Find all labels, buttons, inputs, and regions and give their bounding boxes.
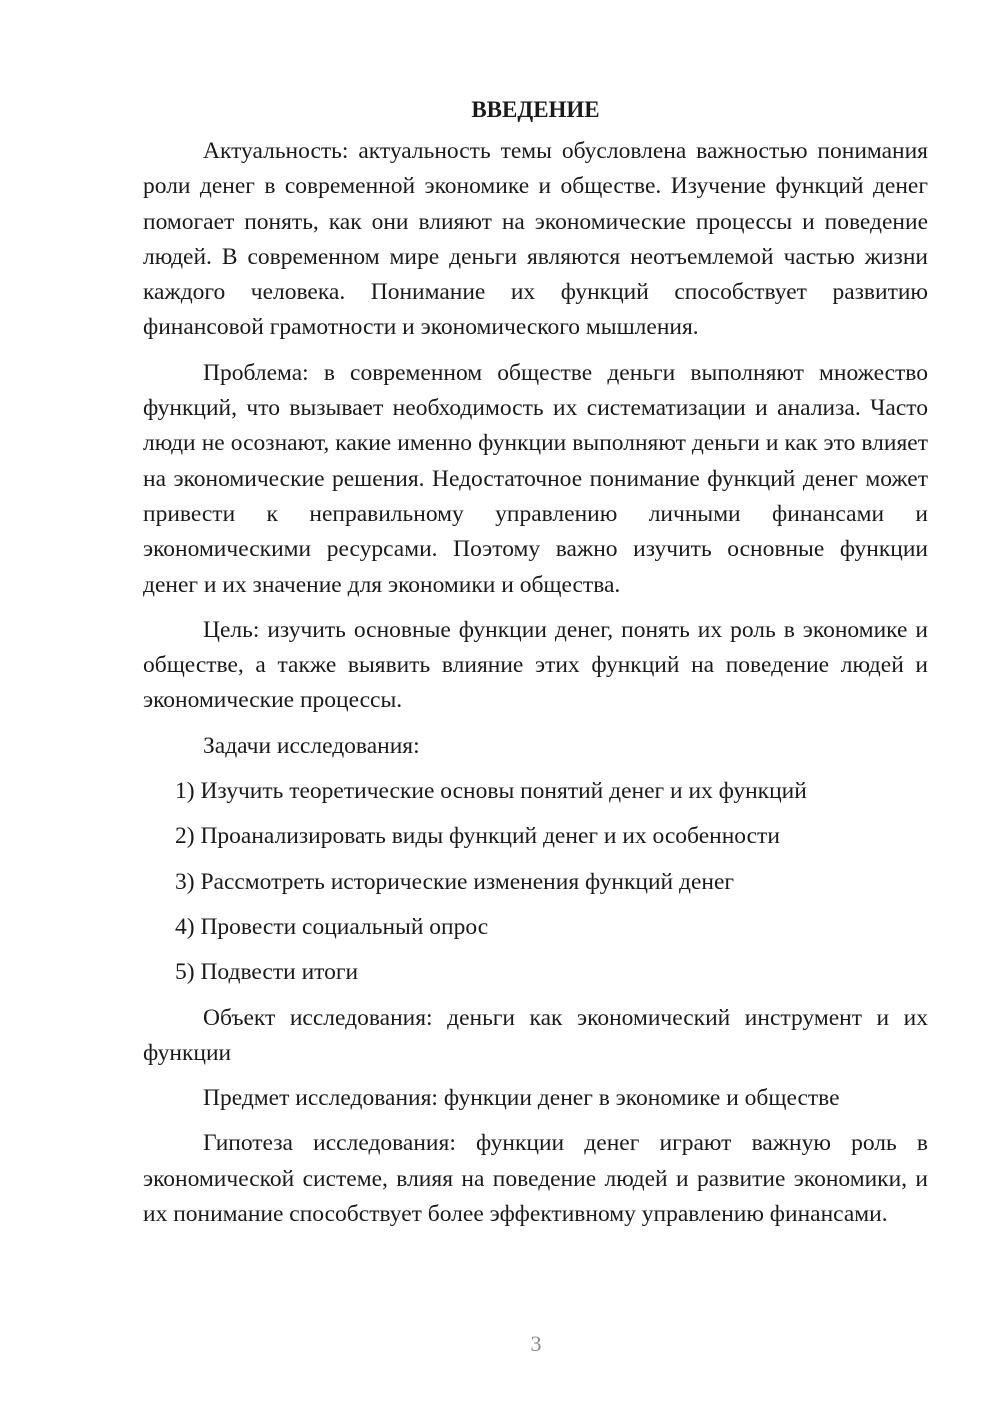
task-item: 1) Изучить теоретические основы понятий денег и их функций bbox=[175, 778, 807, 805]
tasks-heading: Задачи исследования: bbox=[203, 732, 420, 759]
paragraph-relevance: Актуальность: актуальность темы обусловлена важностью понимания роли денег в современной экономике и обществе. Изучение функций денег помогает понять, как они влияют на экономические процессы и поведение людей. В современном мире деньги являются неотъемлемой частью жизни каждого человека. Понимание их функций способствует развитию финансовой грамотности и экономического мышления. bbox=[143, 138, 928, 341]
document-page bbox=[143, 94, 928, 1242]
page-number: 3 bbox=[530, 1331, 542, 1356]
paragraph-object: Объект исследования: деньги как экономический инструмент и их функции bbox=[143, 1004, 928, 1066]
paragraph-hypothesis: Гипотеза исследования: функции денег играют важную роль в экономической системе, влияя на поведение людей и развитие экономики, и их понимание способствует более эффективному управлению финансами. bbox=[143, 1130, 928, 1228]
paragraph-problem: Проблема: в современном обществе деньги выполняют множество функций, что вызывает необходимость их систематизации и анализа. Часто люди не осознают, какие именно функции выполняют деньги и как это влияет на экономические решения. Недостаточное понимание функций денег может привести к неправильному управлению личными финансами и экономическими ресурсами. Поэтому важно изучить основные функции денег и их значение для экономики и общества. bbox=[143, 359, 928, 598]
task-item: 2) Проанализировать виды функций денег и их особенности bbox=[175, 823, 780, 850]
task-item: 4) Провести социальный опрос bbox=[175, 913, 489, 940]
document-title: ВВЕДЕНИЕ bbox=[471, 97, 600, 122]
paragraph-subject: Предмет исследования: функции денег в экономике и обществе bbox=[203, 1085, 840, 1112]
task-item: 5) Подвести итоги bbox=[175, 959, 359, 986]
paragraph-goal: Цель: изучить основные функции денег, понять их роль в экономике и обществе, а также выявить влияние этих функций на поведение людей и экономические процессы. bbox=[143, 616, 928, 714]
tasks-list bbox=[143, 774, 928, 990]
task-item: 3) Рассмотреть исторические изменения функций денег bbox=[175, 868, 735, 895]
